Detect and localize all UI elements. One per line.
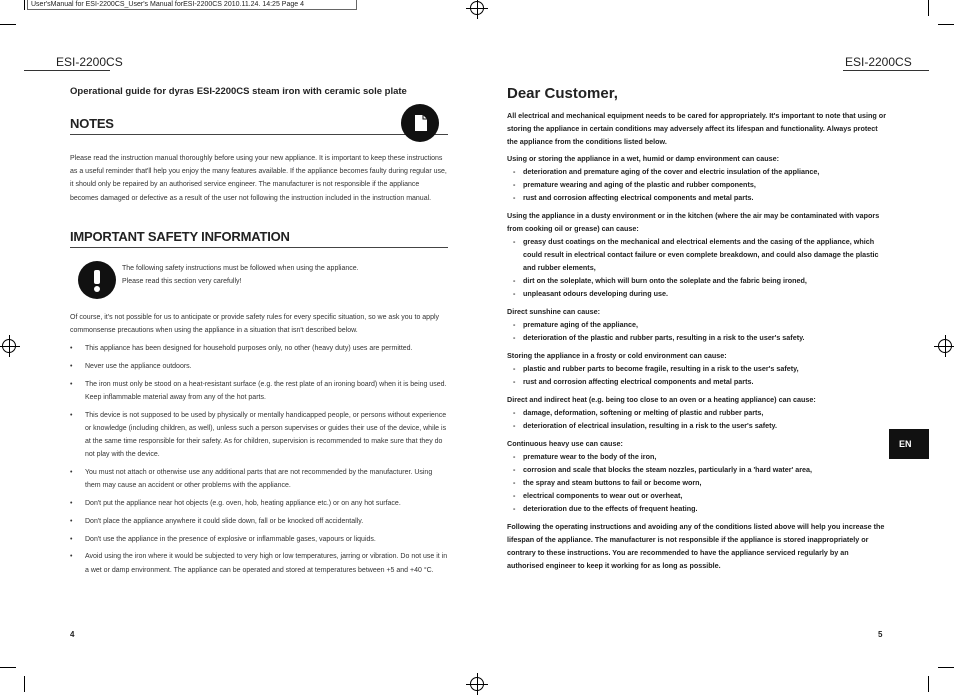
- list-item: • This device is not supposed to be used by physically or mentally handicapped people, or persons without experience or knowledge (including children, as well), unless such a person supervises or guides their use of the device, while is at the same time responsible for their safety. As for children, supervision is recommended to make sure that they do not play with the device.: [70, 409, 448, 462]
- crop-mark: [928, 0, 929, 16]
- safety-intro: [122, 262, 442, 288]
- condition-heading: Continuous heavy use can cause:: [507, 439, 623, 448]
- notes-heading: NOTES: [70, 116, 114, 131]
- list-item: - deterioration of electrical insulation, resulting in a risk to the user's safety.: [507, 419, 887, 432]
- list-item: - rust and corrosion affecting electrical components and metal parts.: [507, 191, 887, 204]
- header-rule-right: [843, 70, 929, 71]
- crop-mark: [24, 676, 25, 692]
- safety-bullet-list: [70, 342, 448, 581]
- page-number-right: 5: [878, 630, 883, 639]
- list-item: - the spray and steam buttons to fail or become worn,: [507, 476, 887, 489]
- condition-list: [507, 450, 887, 515]
- condition-heading: Direct sunshine can cause:: [507, 307, 601, 316]
- guide-title: Operational guide for dyras ESI-2200CS steam iron with ceramic sole plate: [70, 86, 407, 97]
- condition-list: [507, 362, 887, 388]
- list-item: • Avoid using the iron where it would be subjected to very high or low temperatures, jarring or vibration. Do not use it in a wet or damp environment. The appliance can be operated and stored at temperatures between +5 and +40 °C.: [70, 550, 448, 576]
- document-icon: [401, 104, 439, 142]
- print-slug: User'sManual for ESI-2200CS_User's Manual forESI-2200CS 2010.11.24. 14:25 Page 4: [27, 0, 357, 10]
- list-item: • You must not attach or otherwise use any additional parts that are not recommended by the manufacturer. Using them may cause an accident or other problems with the appliance.: [70, 466, 448, 492]
- condition-list: [507, 235, 887, 300]
- crop-mark: [24, 0, 25, 10]
- list-item: - premature wearing and aging of the plastic and rubber components,: [507, 178, 887, 191]
- safety-rule: [70, 247, 448, 248]
- intro-text: All electrical and mechanical equipment needs to be cared for appropriately. It's important to note that using or storing the appliance in certain conditions may adversely affect its lifespan and functionality. Always protect the appliance from the conditions listed below.: [507, 111, 886, 146]
- crop-mark: [928, 676, 929, 692]
- condition-heading: Storing the appliance in a frosty or cold environment can cause:: [507, 351, 727, 360]
- list-item: • Don't place the appliance anywhere it could slide down, fall or be knocked off accidentally.: [70, 515, 448, 528]
- list-item: - unpleasant odours developing during use.: [507, 287, 887, 300]
- list-item: • This appliance has been designed for household purposes only, no other (heavy duty) uses are permitted.: [70, 342, 448, 355]
- condition-heading: Using the appliance in a dusty environment or in the kitchen (where the air may be contaminated with vapors from cooking oil or grease) can cause:: [507, 211, 880, 233]
- condition-list: [507, 318, 887, 344]
- model-header-left: ESI-2200CS: [56, 55, 123, 69]
- registration-mark-icon: [938, 339, 952, 353]
- list-item: - deterioration due to the effects of frequent heating.: [507, 502, 887, 515]
- registration-mark-icon: [470, 1, 484, 15]
- crop-mark: [0, 667, 16, 668]
- safety-intro-line-2: Please read this section very carefully!: [122, 278, 242, 286]
- list-item: • Don't use the appliance in the presence of explosive or inflammable gases, vapours or liquids.: [70, 533, 448, 546]
- registration-mark-icon: [470, 677, 484, 691]
- language-tab: EN: [889, 429, 929, 459]
- notes-text: Please read the instruction manual thoroughly before using your new appliance. It is important to keep these instructions as a useful reminder that'll help you enjoy the many features available. If the appliance becomes faulty during regular use, it should only be repaired by an authorised service engineer. The manufacturer is not responsible if the appliance becomes damaged or defective as a result of the user not following the instruction included in the instruction manual.: [70, 155, 447, 202]
- condition-section: [507, 437, 887, 515]
- course-text: Of course, it's not possible for us to anticipate or provide safety rules for every specific situation, so we ask you to apply commonsense precautions when using the appliance in a situation that isn't described below.: [70, 314, 440, 335]
- crop-mark: [0, 24, 16, 25]
- registration-mark-icon: [2, 339, 16, 353]
- list-item: - premature wear to the body of the iron,: [507, 450, 887, 463]
- header-rule-left: [24, 70, 110, 71]
- list-item: • Don't put the appliance near hot objects (e.g. oven, hob, heating appliance etc.) or on any hot surface.: [70, 497, 448, 510]
- safety-intro-line-1: The following safety instructions must be followed when using the appliance.: [122, 265, 359, 272]
- safety-heading: IMPORTANT SAFETY INFORMATION: [70, 229, 290, 244]
- list-item: - rust and corrosion affecting electrical components and metal parts.: [507, 375, 887, 388]
- condition-heading: Direct and indirect heat (e.g. being too close to an oven or a heating appliance) can cause:: [507, 395, 816, 404]
- list-item: - dirt on the soleplate, which will burn onto the soleplate and the fabric being ironed,: [507, 274, 887, 287]
- model-header-right: ESI-2200CS: [845, 55, 912, 69]
- crop-mark: [938, 667, 954, 668]
- condition-list: [507, 406, 887, 432]
- list-item: - corrosion and scale that blocks the steam nozzles, particularly in a 'hard water' area,: [507, 463, 887, 476]
- list-item: - greasy dust coatings on the mechanical and electrical elements and the casing of the appliance, which could result in electrical contact failure or even complete breakdown, and could also damage the plastic and rubber elements,: [507, 235, 887, 274]
- condition-section: [507, 393, 887, 432]
- dear-customer-heading: Dear Customer,: [507, 85, 618, 102]
- notes-rule: [70, 134, 448, 135]
- list-item: - damage, deformation, softening or melting of plastic and rubber parts,: [507, 406, 887, 419]
- list-item: - electrical components to wear out or overheat,: [507, 489, 887, 502]
- condition-section: [507, 349, 887, 388]
- condition-section: [507, 305, 887, 344]
- condition-heading: Using or storing the appliance in a wet, humid or damp environment can cause:: [507, 154, 779, 163]
- closing-text: Following the operating instructions and avoiding any of the conditions listed above will help you increase the lifespan of the appliance. The manufacturer is not responsible if the appliance is stored inappropriately or contrary to these instructions. You are recommended to have the appliance serviced regularly by an authorised engineer to keep it working for as long as possible.: [507, 522, 885, 570]
- condition-section: [507, 209, 887, 300]
- condition-list: [507, 165, 887, 204]
- list-item: - deterioration of the plastic and rubber parts, resulting in a risk to the user's safety.: [507, 331, 887, 344]
- exclamation-icon: [78, 261, 116, 299]
- list-item: • The iron must only be stood on a heat-resistant surface (e.g. the rest plate of an ironing board) when it is being used. Keep inflammable material away from any of the hot parts.: [70, 378, 448, 404]
- list-item: - deterioration and premature aging of the cover and electric insulation of the appliance,: [507, 165, 887, 178]
- crop-mark: [938, 24, 954, 25]
- list-item: • Never use the appliance outdoors.: [70, 360, 448, 373]
- list-item: - premature aging of the appliance,: [507, 318, 887, 331]
- list-item: - plastic and rubber parts to become fragile, resulting in a risk to the user's safety,: [507, 362, 887, 375]
- condition-section: [507, 152, 887, 204]
- conditions-body: [507, 152, 887, 572]
- page-number-left: 4: [70, 630, 75, 639]
